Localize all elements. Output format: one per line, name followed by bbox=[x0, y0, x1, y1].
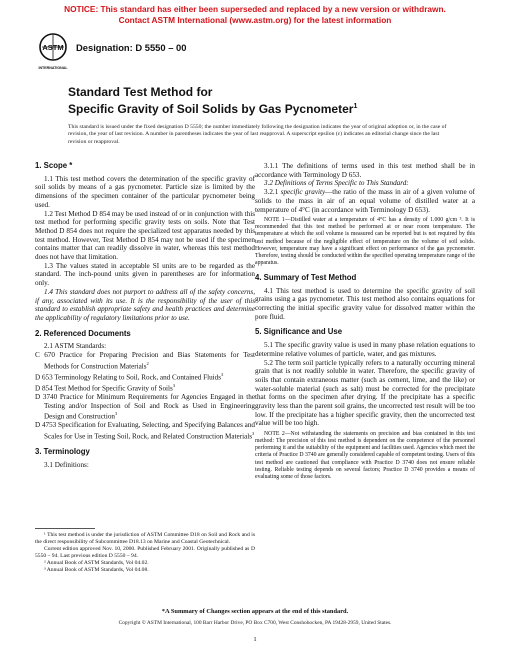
page-number: 1 bbox=[253, 636, 257, 643]
notice-line-1: NOTICE: This standard has either been superseded and replaced by a new version or withdrawn. bbox=[64, 4, 446, 14]
notice-line-2: Contact ASTM International (www.astm.org) for the latest information bbox=[118, 14, 392, 25]
section-heading-significance: 5. Significance and Use bbox=[255, 327, 343, 337]
designation: Designation: D 5550 – 00 bbox=[76, 42, 187, 53]
reference-item: C 670 Practice for Preparing Precision and Bias Statements for Test Methods for Construction Materials$^2$ bbox=[35, 351, 255, 371]
paragraph-3-1-1: 3.1.1 The definitions of terms used in this test method shall be in accordance with Terminology D 653. bbox=[255, 162, 475, 179]
paragraph-2-1: 2.1 ASTM Standards: bbox=[44, 342, 107, 351]
logo-text: ASTM bbox=[42, 43, 64, 52]
left-column bbox=[35, 162, 255, 470]
footnote-1-edition: Current edition approved Nov. 10, 2000. Published February 2001. Originally published as D 5550 – 94. Last previous edition D 5550 – 94. bbox=[35, 546, 255, 559]
paragraph-1-3: 1.3 The values stated in acceptable SI units are to be regarded as the standard. The inch-pound units given in parentheses are for information only. bbox=[35, 261, 255, 288]
summary-of-changes-note: *A Summary of Changes section appears at the end of this standard. bbox=[161, 608, 349, 615]
section-heading-summary: 4. Summary of Test Method bbox=[255, 272, 357, 282]
reference-item: D 4753 Specification for Evaluating, Selecting, and Specifying Balances and Scales for Use in Testing Soil, Rock, and Related Construction Materials$^3$ bbox=[35, 421, 255, 441]
footnote-1: ¹ This test method is under the jurisdiction of ASTM Committee D18 on Soil and Rock and is the direct responsibility of Subcommittee D18.13 on Marine and Coastal Geotechnical. bbox=[35, 532, 255, 545]
note-1: NOTE 1—Distilled water at a temperature of 4°C has a density of 1.000 g/cm ³. It is recommended that this test method be performed at or near room temperature. The temperature at which the soil volume is measured can be reported but is not required by this test method because of the negligible effect of temperature on the volume of soil solids. However, temperature may have a significant effect on performance of the gas pycnometer. Therefore, testing should be conducted within the specified operating temperature range of the apparatus. bbox=[255, 217, 475, 266]
paragraph-1-4: 1.4 This standard does not purport to address all of the safety concerns, if any, associated with its use. It is the responsibility of the user of this standard to establish appropriate safety and health practices and determine the applicability of regulatory limitations prior to use. bbox=[35, 287, 255, 322]
notice-banner bbox=[0, 4, 510, 25]
reference-item: D 653 Terminology Relating to Soil, Rock, and Contained Fluids$^3$ bbox=[35, 371, 224, 382]
paragraph-5-1: 5.1 The specific gravity value is used in many phase relation equations to determine relative volumes of particle, water, and gas mixtures. bbox=[255, 341, 475, 358]
section-heading-terminology: 3. Terminology bbox=[35, 447, 90, 457]
title-line-2: Specific Gravity of Soil Solids by Gas Pycnometer$^1$ bbox=[68, 101, 358, 116]
footnote-divider bbox=[35, 528, 95, 529]
document-title bbox=[68, 86, 468, 116]
title-line-1: Standard Test Method for bbox=[68, 85, 213, 99]
footnotes bbox=[35, 532, 255, 574]
paragraph-4-1: 4.1 This test method is used to determine the specific gravity of soil grains using a gas pycnometer. This test method also contains equations for correcting the initial specific gravity value for dissolved matter within the pore fluid. bbox=[255, 286, 475, 321]
note-2: NOTE 2—Not withstanding the statements on precision and bias contained in this test method: The precision of this test method is dependent on the competence of the personnel performing it and the suitability of the equipment and facilities used. Agencies which meet the criteria of Practice D 3740 are generally considered capable of competent testing. Users of this test method are cautioned that compliance with Practice D 3740 does not ensure reliable testing. Reliable testing depends on several factors; Practice D 3740 provides a means of evaluating some of those factors. bbox=[255, 431, 475, 480]
reference-item: D 3740 Practice for Minimum Requirements for Agencies Engaged in the Testing and/or Inspection of Soil and Rock as Used in Engineering Design and Construction$^3$ bbox=[35, 393, 255, 421]
logo-subtext: INTERNATIONAL bbox=[38, 66, 68, 70]
paragraph-3-1: 3.1 Definitions: bbox=[44, 460, 89, 469]
section-heading-references: 2. Referenced Documents bbox=[35, 328, 131, 338]
right-column bbox=[255, 162, 475, 484]
copyright-line: Copyright © ASTM International, 100 Barr Harbor Drive, PO Box C700, West Conshohocken, PA 19428-2959, United States. bbox=[118, 620, 392, 626]
reference-item: D 854 Test Method for Specific Gravity of Soils$^3$ bbox=[35, 382, 176, 393]
paragraph-5-2: 5.2 The term soil particle typically refers to a naturally occurring mineral grain that is not readily soluble in water. Therefore, the specific gravity of soils that contain extraneous matter (such as cement, lime, and the like) or water-soluble material (such as salt) must be corrected for the precipitate that forms on the specimen after drying. If the precipitate has a specific gravity less than the parent soil grains, the uncorrected test result will be too low. If the precipitate has a higher specific gravity, then the uncorrected test value will be too high. bbox=[255, 358, 475, 428]
paragraph-3-2-1: 3.2.1 specific gravity—the ratio of the mass in air of a given volume of solids to the mass in air of an equal volume of distilled water at a temperature of 4°C (in accordance with Terminology D 653). bbox=[255, 188, 475, 214]
issued-note: This standard is issued under the fixed designation D 5550; the number immediately following the designation indicates the year of original adoption or, in the case of revision, the year of last revision. A number in parentheses indicates the year of last reapproval. A superscript epsilon (ε) indicates an editorial change since the last revision or reapproval. bbox=[68, 124, 447, 145]
paragraph-3-2: 3.2 Definitions of Terms Specific to This Standard: bbox=[264, 179, 409, 188]
footnote-3: ³ Annual Book of ASTM Standards, Vol 04.08. bbox=[44, 567, 149, 573]
paragraph-1-2: 1.2 Test Method D 854 may be used instead of or in conjunction with this test method for performing specific gravity tests on soils. Note that Test Method D 854 does not require the specialized test apparatus needed by this test method. However, Test Method D 854 may not be used if the specimen contains matter that can readily dissolve in water, whereas this test method does not have that limitation. bbox=[35, 209, 255, 262]
astm-logo-icon bbox=[38, 32, 68, 72]
paragraph-1-1: 1.1 This test method covers the determination of the specific gravity of soil solids by means of a gas pycnometer. Particle size is limited by the dimensions of the specimen container of the particular pycnometer being used. bbox=[35, 174, 255, 209]
section-heading-scope: 1. Scope * bbox=[35, 161, 73, 170]
footnote-2: ² Annual Book of ASTM Standards, Vol 04.02. bbox=[44, 560, 149, 566]
